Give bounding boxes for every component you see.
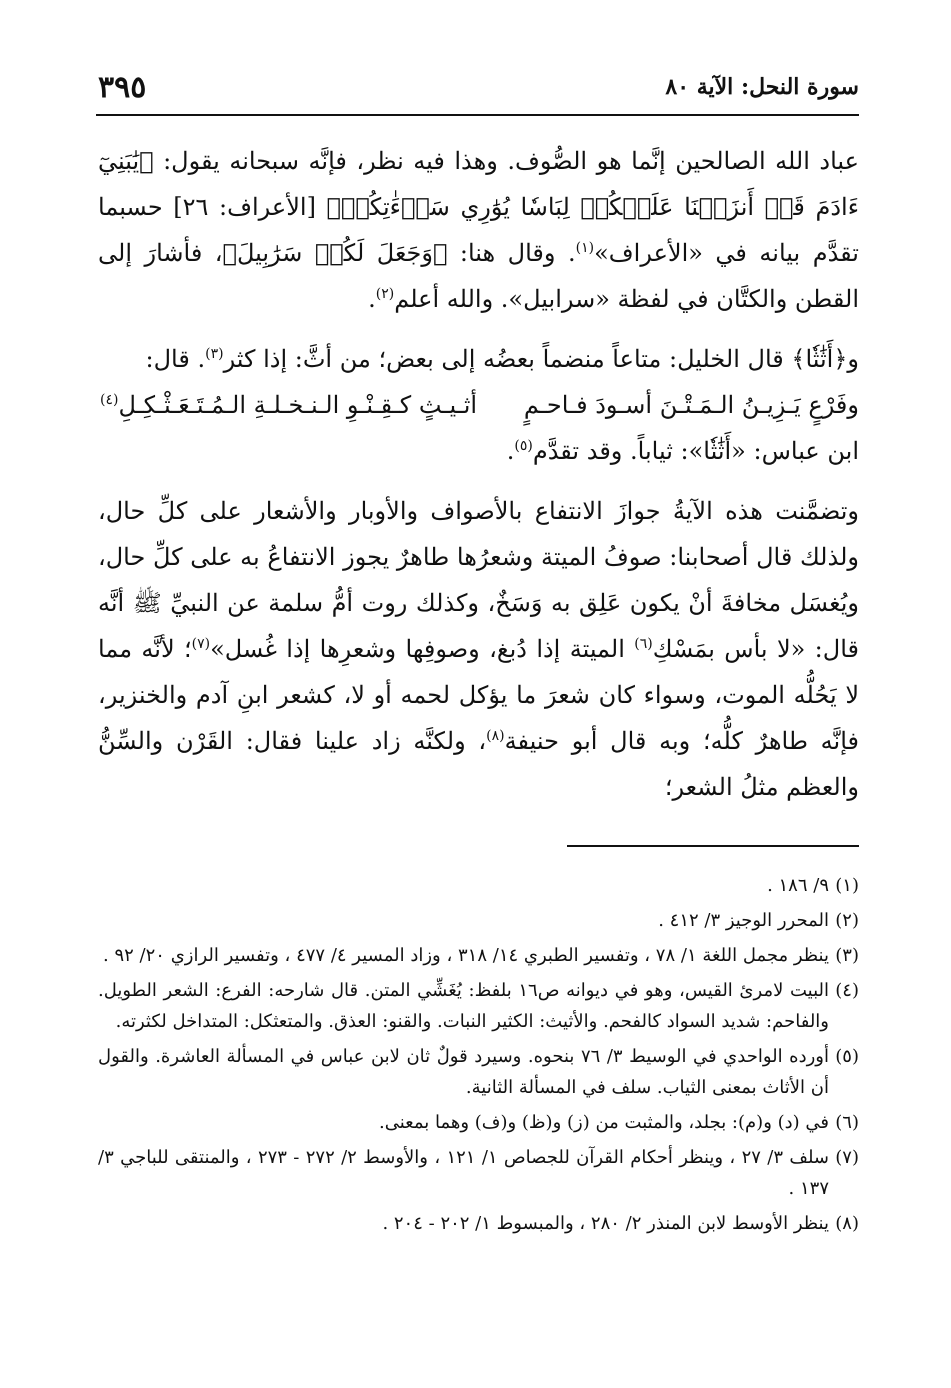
footnote-text: ٩/ ١٨٦ . <box>767 875 829 896</box>
footnotes <box>98 870 859 1243</box>
footnote-number: (٧) <box>835 1147 859 1168</box>
footnote-ref[interactable]: (٤) <box>100 392 119 408</box>
footnote-number: (٣) <box>835 945 859 966</box>
footnote-number: (٤) <box>835 980 859 1001</box>
footnote-text: في (د) و(م): بجلد، والمثبت من (ز) و(ظ) و(ف) وهما بمعنى. <box>379 1112 829 1133</box>
footnote-ref[interactable]: (٦) <box>634 636 653 652</box>
footnote-item <box>98 940 859 971</box>
verse-first-hemistich: وفَرْعٍ يَـزِيـنُ الـمَـتْـنَ أسـودَ فـاحـمٍ <box>523 391 859 419</box>
footnote-ref[interactable]: (٨) <box>486 728 505 744</box>
footnote-text: أورده الواحدي في الوسيط ٣/ ٧٦ بنحوه. وسيرد قولٌ ثان لابن عباس في المسألة العاشرة. والقول أن الأثاث بمعنى الثياب. سلف في المسألة الثانية. <box>98 1046 829 1098</box>
footnote-text: ينظر مجمل اللغة ١/ ٧٨ ، وتفسير الطبري ١٤/ ٣١٨ ، وزاد المسير ٤/ ٤٧٧ ، وتفسير الرازي ٢٠/ ٩٢ . <box>103 945 829 966</box>
footnote-ref[interactable]: (٥) <box>514 438 533 454</box>
paragraph-4: وتضمَّنت هذه الآيةُ جوازَ الانتفاع بالأصواف والأوبار والأشعار على كلِّ حال، ولذلك قال أصحابنا: صوفُ الميتة وشعرُها طاهرٌ يجوز الانتفاعُ به على كلِّ حال، ويُغسَل مخافةَ أنْ يكون عَلِق به وَسَخٌ، وكذلك روت أمُّ سلمة عن النبيِّ ﷺ أنَّه قال: «لا بأس بمَسْكِ$^{(٦)}$ الميتة إذا دُبغ، وصوفِها وشعرِها إذا غُسل»$^{(٧)}$؛ لأنَّه مما لا يَحُلُّه الموت، وسواء كان شعرَ ما يؤكل لحمه أو لا، كشعر ابنِ آدم والخنزير، فإنَّه طاهرٌ كلُّه؛ وبه قال أبو حنيفة$^{(٨)}$، ولكنَّه زاد علينا فقال: القَرْن والسِّنُّ والعظم مثلُ الشعر؛ <box>98 497 860 801</box>
footnote-text: البيت لامرئ القيس، وهو في ديوانه ص١٦ بلفظ: يُغَشِّي المتن. قال شارحه: الفرع: الشعر الطويل. والفاحم: شديد السواد كالفحم. والأثيث: الكثير النبات. والقنو: العذق. والمتعثكل: المتداخل لكثرته. <box>98 980 829 1032</box>
footnote-item <box>98 1208 859 1239</box>
paragraph-3: ابن عباس: «أَثَٰثٗا»: ثياباً. وقد تقدَّم$^{(٥)}$. <box>506 437 859 465</box>
page-header <box>98 70 859 112</box>
footnote-item <box>98 870 859 901</box>
running-title: سورة النحل: الآية ٨٠ <box>665 74 859 100</box>
footnote-separator <box>567 845 859 847</box>
footnote-number: (٦) <box>835 1112 859 1133</box>
footnote-ref[interactable]: (٧) <box>191 636 211 652</box>
poetry-verse <box>98 382 859 428</box>
footnote-item <box>98 975 859 1037</box>
paragraph-2: و﴿أَثَٰثٗا﴾ قال الخليل: متاعاً منضماً بعضُه إلى بعض؛ من أثَّ: إذا كثر$^{(٣)}$. قال: <box>145 345 859 373</box>
page-number: ٣٩٥ <box>98 70 147 105</box>
footnote-number: (٨) <box>835 1213 859 1234</box>
footnote-number: (١) <box>835 875 859 896</box>
footnote-ref[interactable]: (١) <box>575 240 595 256</box>
footnote-ref[interactable]: (٢) <box>375 286 395 302</box>
footnote-text: ينظر الأوسط لابن المنذر ٢/ ٢٨٠ ، والمبسوط ١/ ٢٠٢ - ٢٠٤ . <box>382 1213 829 1234</box>
footnote-item <box>98 1107 859 1138</box>
header-rule <box>96 114 859 116</box>
footnote-item <box>98 905 859 936</box>
footnote-item <box>98 1142 859 1204</box>
footnote-text: المحرر الوجيز ٣/ ٤١٢ . <box>658 910 829 931</box>
footnote-item <box>98 1041 859 1103</box>
footnote-number: (٢) <box>835 910 859 931</box>
footnote-ref[interactable]: (٣) <box>205 346 224 362</box>
paragraph-1: عباد الله الصالحين إنَّما هو الصُّوف. وهذا فيه نظر، فإنَّه سبحانه يقول: ﴿يَٰبَنِيٓ ءَادَمَ قَدۡ أَنزَلۡنَا عَلَيۡكُمۡ لِبَاسٗا يُوَٰرِي سَوۡءَٰتِكُمۡ﴾ [الأعراف: ٢٦] حسبما تقدَّم بيانه في «الأعراف»$^{(١)}$. وقال هنا: ﴿وَجَعَلَ لَكُمۡ سَرَٰبِيلَ﴾، فأشارَ إلى القطن والكتَّان في لفظة «سرابيل». والله أعلم$^{(٢)}$. <box>98 147 859 313</box>
main-text <box>98 138 859 810</box>
verse-second-hemistich: أثـيـثٍ كـقِـنْـوِ الـنـخـلـةِ الـمُـتَـعَـثْـكِـلِ$^{(٤)}$ <box>100 391 478 419</box>
footnote-text: سلف ٣/ ٢٧ ، وينظر أحكام القرآن للجصاص ١/ ١٢١ ، والأوسط ٢/ ٢٧٢ - ٢٧٣ ، والمنتقى للباجي ٣/ ١٣٧ . <box>98 1147 830 1199</box>
footnote-number: (٥) <box>835 1046 859 1067</box>
